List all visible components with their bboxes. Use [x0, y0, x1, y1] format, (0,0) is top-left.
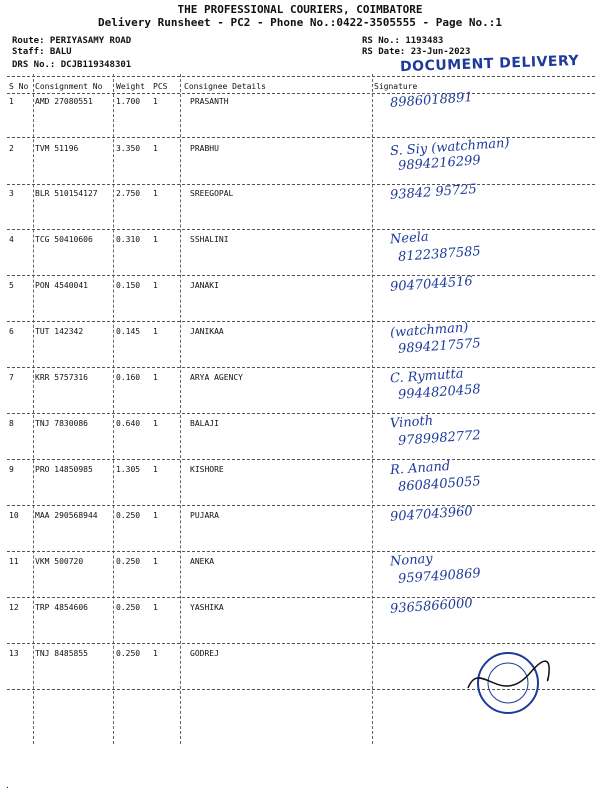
rs-date: RS Date: 23-Jun-2023 — [362, 47, 471, 57]
cell-sno: 13 — [9, 649, 19, 658]
handwritten-signature: S. Siy (watchman) — [389, 135, 510, 160]
cell-pcs: 1 — [153, 419, 158, 428]
cell-sno: 1 — [9, 97, 14, 106]
cell-pcs: 1 — [153, 189, 158, 198]
handwritten-signature: 9944820458 — [397, 382, 482, 403]
cell-name: SSHALINI — [190, 235, 229, 244]
handwritten-signature: 8122387585 — [397, 244, 482, 265]
cell-pcs: 1 — [153, 373, 158, 382]
cell-name: ANEKA — [190, 557, 215, 566]
signature-cell — [372, 227, 594, 267]
cell-cno: TUT 142342 — [35, 327, 84, 336]
cell-pcs: 1 — [153, 97, 158, 106]
signature-cell — [372, 365, 594, 405]
cell-pcs: 1 — [153, 603, 158, 612]
cell-name: JANAKI — [190, 281, 219, 290]
cell-name: BALAJI — [190, 419, 219, 428]
signature-cell — [372, 549, 594, 589]
signature-cell — [372, 181, 594, 221]
cell-sno: 5 — [9, 281, 14, 290]
handwritten-signature: R. Anand — [389, 458, 451, 479]
cell-name: JANIKAA — [190, 327, 224, 336]
signature-cell — [372, 273, 594, 313]
cell-cno: PRO 14850985 — [35, 465, 93, 474]
header-pcs: PCS — [153, 82, 168, 91]
handwritten-signature: C. Rymutta — [389, 366, 464, 387]
page-mark: · — [5, 783, 10, 792]
cell-weight: 0.150 — [116, 281, 141, 290]
handwritten-signature: 8986018891 — [389, 90, 474, 111]
handwritten-signature: 9365866000 — [389, 596, 474, 617]
signature-cell — [372, 136, 594, 176]
cell-sno: 9 — [9, 465, 14, 474]
cell-name: PRABHU — [190, 144, 219, 153]
handwritten-signature: (watchman) — [389, 320, 469, 341]
cell-cno: TNJ 8485855 — [35, 649, 88, 658]
handwritten-signature: 9047044516 — [389, 274, 474, 295]
cell-weight: 3.350 — [116, 144, 141, 153]
handwritten-signature: Nonay — [389, 551, 434, 570]
handwritten-signature: Vinoth — [389, 413, 434, 432]
cell-pcs: 1 — [153, 557, 158, 566]
cell-cno: KRR 5757316 — [35, 373, 88, 382]
cell-name: KISHORE — [190, 465, 224, 474]
document-delivery-stamp: DOCUMENT DELIVERY — [399, 52, 580, 76]
cell-pcs: 1 — [153, 511, 158, 520]
cell-weight: 0.640 — [116, 419, 141, 428]
header-sno: S No — [9, 82, 29, 91]
handwritten-signature: 9894216299 — [397, 153, 482, 174]
cell-weight: 0.160 — [116, 373, 141, 382]
header-signature: Signature — [374, 82, 418, 91]
cell-pcs: 1 — [153, 649, 158, 658]
cell-cno: AMD 27080551 — [35, 97, 93, 106]
cell-cno: MAA 290568944 — [35, 511, 98, 520]
cell-weight: 0.145 — [116, 327, 141, 336]
staff-label: Staff: BALU — [12, 47, 72, 57]
cell-name: GODREJ — [190, 649, 219, 658]
handwritten-signature: 9047043960 — [389, 504, 474, 525]
cell-sno: 12 — [9, 603, 19, 612]
cell-sno: 7 — [9, 373, 14, 382]
cell-name: PUJARA — [190, 511, 219, 520]
signature-cell — [372, 595, 594, 635]
handwritten-signature: Neela — [389, 229, 430, 248]
signature-cell — [372, 319, 594, 359]
cell-name: ARYA AGENCY — [190, 373, 243, 382]
cell-name: YASHIKA — [190, 603, 224, 612]
signature-cell — [372, 457, 594, 497]
cell-pcs: 1 — [153, 327, 158, 336]
cell-cno: TRP 4854606 — [35, 603, 88, 612]
cell-sno: 10 — [9, 511, 19, 520]
cell-weight: 1.700 — [116, 97, 141, 106]
cell-cno: PON 4540041 — [35, 281, 88, 290]
header-consignee: Consignee Details — [184, 82, 266, 91]
header-consignment: Consignment No — [35, 82, 103, 91]
signature-cell — [372, 411, 594, 451]
handwritten-signature: 8608405055 — [397, 474, 482, 495]
handwritten-signature: 9894217575 — [397, 336, 482, 357]
cell-weight: 0.310 — [116, 235, 141, 244]
handwritten-signature: 9789982772 — [397, 428, 482, 449]
cell-sno: 11 — [9, 557, 19, 566]
company-title: THE PROFESSIONAL COURIERS, COIMBATORE — [177, 3, 423, 16]
table-top-rule — [7, 76, 595, 77]
cell-sno: 4 — [9, 235, 14, 244]
cell-weight: 0.250 — [116, 511, 141, 520]
cell-sno: 8 — [9, 419, 14, 428]
cell-name: PRASANTH — [190, 97, 229, 106]
cell-pcs: 1 — [153, 144, 158, 153]
cell-cno: BLR 510154127 — [35, 189, 98, 198]
cell-cno: VKM 500720 — [35, 557, 84, 566]
cell-sno: 6 — [9, 327, 14, 336]
cell-cno: TNJ 7830086 — [35, 419, 88, 428]
cell-weight: 1.305 — [116, 465, 141, 474]
signature-cell — [372, 503, 594, 543]
cell-cno: TCG 50410606 — [35, 235, 93, 244]
cell-cno: TVM 51196 — [35, 144, 79, 153]
cell-weight: 0.250 — [116, 603, 141, 612]
signature-cell — [372, 89, 594, 129]
drs-number: DRS No.: DCJB119348301 — [12, 60, 132, 70]
cell-weight: 0.250 — [116, 649, 141, 658]
runsheet-title: Delivery Runsheet - PC2 - Phone No.:0422-3505555 - Page No.:1 — [98, 16, 502, 29]
cell-pcs: 1 — [153, 235, 158, 244]
cell-weight: 0.250 — [116, 557, 141, 566]
route-label: Route: PERIYASAMY ROAD — [12, 36, 132, 46]
rs-number: RS No.: 1193483 — [362, 36, 444, 46]
handwritten-signature: 9597490869 — [397, 566, 482, 587]
cell-pcs: 1 — [153, 281, 158, 290]
header-weight: Weight — [116, 82, 145, 91]
cell-sno: 2 — [9, 144, 14, 153]
office-seal-icon — [460, 648, 550, 718]
cell-sno: 3 — [9, 189, 14, 198]
handwritten-signature: 93842 95725 — [389, 181, 478, 204]
cell-weight: 2.750 — [116, 189, 141, 198]
cell-pcs: 1 — [153, 465, 158, 474]
cell-name: SREEGOPAL — [190, 189, 234, 198]
